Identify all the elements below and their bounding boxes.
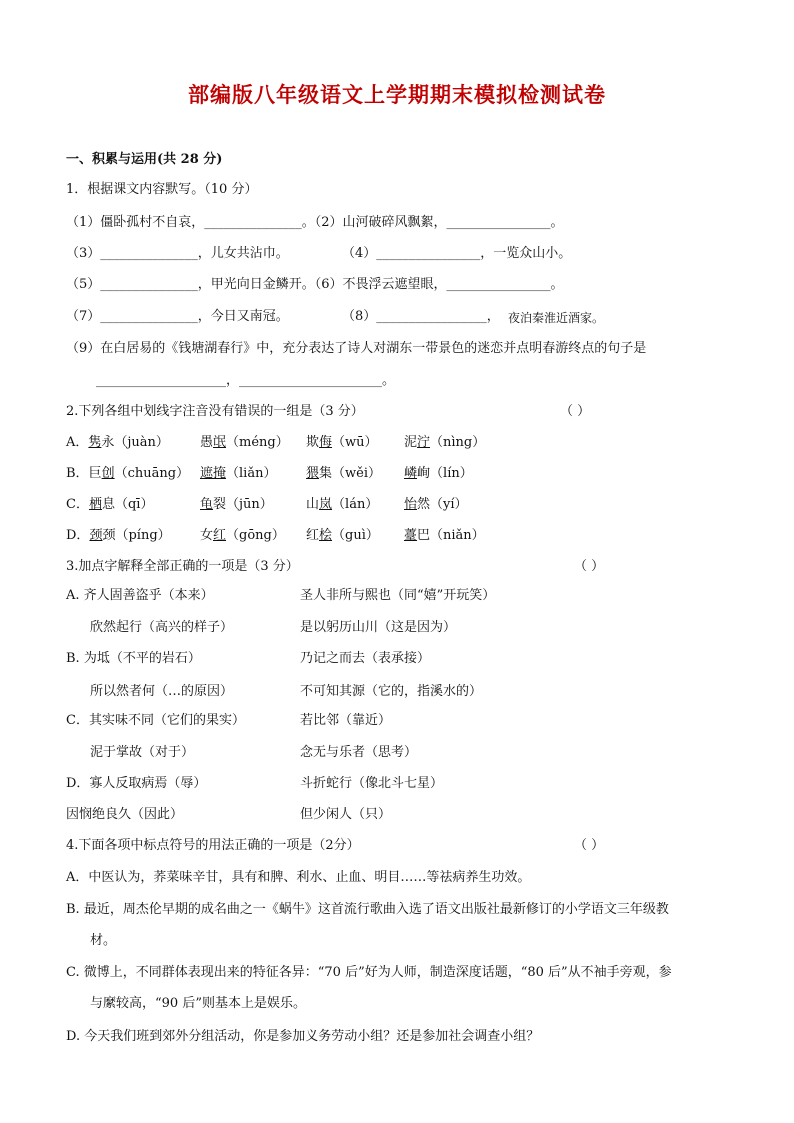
q2-option-a-3: 欺侮（wū）	[306, 435, 378, 450]
q3-right: 乃记之而去（表承接）	[300, 651, 431, 666]
q3-right: 不可知其源（它的，指溪水的）	[300, 684, 483, 699]
q2-option-c-4: 怡然（yí）	[404, 497, 468, 512]
q4-option-a: A．中医认为，荞菜味辛甘，具有和脾、利水、止血、明目……等祛病养生功效。	[66, 870, 531, 885]
answer-paren: （ ）	[574, 838, 605, 853]
q2-option-d: D．颈颈（píng）	[66, 528, 171, 543]
q2-option-c-3: 山岚（lán）	[306, 497, 379, 512]
q2-option-b-3: 猥集（wěi）	[306, 466, 382, 481]
option-letter: A．	[66, 435, 89, 450]
q2-option-d-3: 红桧（guì）	[306, 528, 379, 543]
q3-left: D．寡人反取病焉（辱）	[66, 776, 207, 791]
q2-option-d-4: 薹巴（niǎn）	[404, 528, 485, 543]
q4-option-d: D. 今天我们班到郊外分组活动，你是参加义务劳动小组？还是参加社会调查小组？	[66, 1029, 540, 1044]
page-title: 部编版八年级语文上学期期末模拟检测试卷	[188, 83, 606, 107]
q3-stem: 3.加点字解释全部正确的一项是（3 分）	[66, 559, 299, 574]
q3-right: 圣人非所与熙也（同“嬉”开玩笑）	[300, 588, 496, 603]
answer-paren: （ ）	[560, 404, 591, 419]
q2-option-b-2: 遮掩（liǎn）	[200, 466, 277, 481]
q4-stem: 4.下面各项中标点符号的用法正确的一项是（2分）	[66, 838, 360, 853]
q3-left: 所以然者何（…的原因）	[90, 684, 234, 699]
q2-option-b-4: 嶙峋（lín）	[404, 466, 473, 481]
q3-right: 是以躬历山川（这是因为）	[300, 620, 457, 635]
q4-option-c: C. 微博上，不同群体表现出来的特征各异：“70 后”好为人师，制造深度话题，“80 后”从不袖手旁观，参	[66, 965, 672, 980]
q3-left: 泥于掌故（对于）	[90, 745, 195, 760]
q4-option-b-cont: 材。	[90, 933, 117, 948]
q1-line: （5）_______________，甲光向日金鳞开。（6）不畏浮云遮望眼，________________。	[66, 277, 564, 292]
q1-line: （3）_______________，儿女共沾巾。	[66, 246, 289, 261]
q1-line: ____________________，______________________。	[96, 373, 395, 388]
q3-right: 斗折蛇行（像北斗七星）	[300, 776, 444, 791]
q1-stem: 1．根据课文内容默写。（10 分）	[66, 182, 258, 197]
q2-option-a-2: 愚氓（méng）	[200, 435, 289, 450]
q1-line: （8）_________________，	[342, 309, 500, 324]
q3-right: 若比邻（靠近）	[300, 713, 392, 728]
q1-line: （7）_______________，今日又南冠。	[66, 309, 289, 324]
q2-option-a	[66, 434, 169, 452]
q2-option-a-4: 泥泞（nìng）	[404, 435, 486, 450]
q3-left: B. 为坻（不平的岩石）	[66, 651, 201, 666]
answer-paren: （ ）	[574, 559, 605, 574]
q1-line: （9）在白居易的《钱塘湖春行》中，充分表达了诗人对湖东一带景色的迷恋并点明春游终点的句子是	[66, 341, 647, 356]
q4-option-b: B. 最近，周杰伦早期的成名曲之一《蜗牛》这首流行歌曲入选了语文出版社最新修订的小学语文三年级教	[66, 902, 669, 917]
q3-left: C．其实味不同（它们的果实）	[66, 713, 245, 728]
q1-line: （4）________________，一览众山小。	[342, 246, 572, 261]
q4-option-c-cont: 与縻较高，“90 后”则基本上是娱乐。	[90, 996, 306, 1011]
q3-left: 欣然起行（高兴的样子）	[90, 620, 234, 635]
q1-line: 夜泊秦淮近酒家。	[508, 311, 605, 325]
q3-right: 但少闲人（只）	[300, 807, 392, 822]
q3-left: 因悯绝良久（因此）	[66, 807, 184, 822]
q2-option-c: C．栖息（qī）	[66, 497, 154, 512]
q1-line: （1）僵卧孤村不自哀，_______________。（2）山河破碎风飘絮，________________。	[66, 215, 564, 230]
q2-option-b: B．巨创（chuāng）	[66, 466, 190, 481]
section-heading: 一、积累与运用(共 28 分)	[66, 152, 223, 167]
underlined-char: 隽	[88, 435, 102, 450]
q2-option-d-2: 女红（gōng）	[200, 528, 285, 543]
pinyin: 永（juàn）	[101, 435, 169, 450]
q3-right: 念无与乐者（思考）	[300, 745, 418, 760]
q2-stem: 2.下列各组中划线字注音没有错误的一组是（3 分）	[66, 404, 364, 419]
q2-option-c-2: 龟裂（jūn）	[200, 497, 273, 512]
q3-left: A. 齐人固善盗乎（本来）	[66, 588, 214, 603]
